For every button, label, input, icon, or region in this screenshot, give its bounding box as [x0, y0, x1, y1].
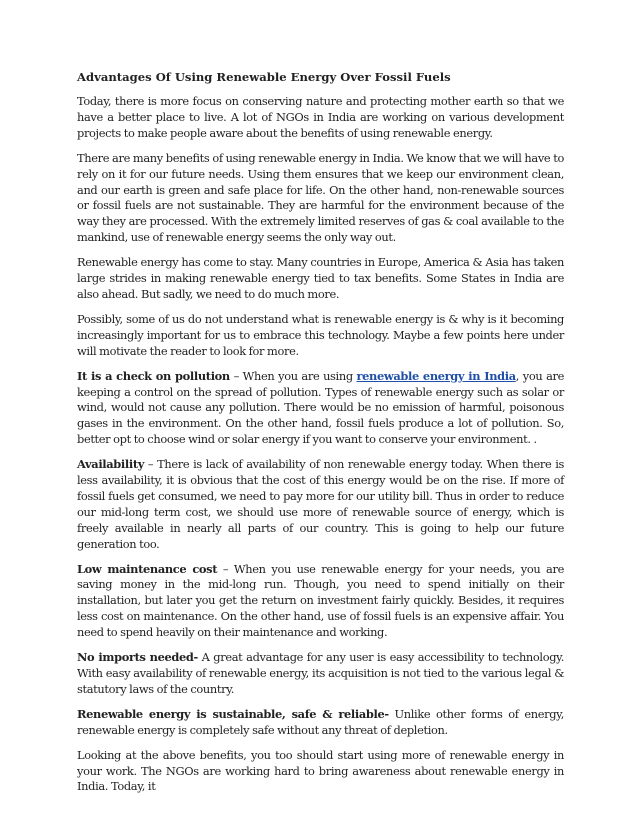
heading-imports: No imports needed- — [77, 650, 198, 665]
paragraph-sustainable — [77, 707, 564, 739]
heading-maintenance: Low maintenance cost — [77, 561, 218, 576]
pollution-text-post: , you are keeping a control on the spread of pollution. Types of renewable energy such as solar or wind, would not cause any pollution. There would be no emission of harmful, poisonous gases in the environment. On the other hand, fossil fuels produce a lot of pollution. So, better opt to choose wind or solar energy if you want to conserve your environment. . — [77, 368, 565, 447]
pollution-text-pre: – When you are using — [229, 368, 357, 383]
paragraph-looking: Looking at the above benefits, you too should start using more of renewable energy in your work. The NGOs are working hard to bring awareness about renewable energy in India. Today, it — [77, 747, 564, 794]
heading-sustainable: Renewable energy is sustainable, safe & reliable- — [77, 706, 389, 721]
heading-pollution: It is a check on pollution — [77, 368, 230, 383]
heading-availability: Availability — [77, 457, 145, 472]
paragraph-imports — [77, 650, 564, 698]
maintenance-text: – When you use renewable energy for your needs, you are saving money in the mid-long run. Though, you need to spend initially on their installation, but later you get the return on investment fairly quickly. Besides, it requires less cost on maintenance. On the other hand, use of fossil fuels is an expensive affair. You need to spend heavily on their maintenance and working. — [77, 561, 564, 640]
imports-text: A great advantage for any user is easy accessibility to technology. With easy availability of renewable energy, its acquisition is not tied to the various legal & statutory laws of the country. — [77, 650, 565, 696]
paragraph-come-to-stay: Renewable energy has come to stay. Many countries in Europe, America & Asia has taken large strides in making renewable energy tied to tax benefits. Some States in India are also ahead. But sadly, we need to do much more. — [77, 255, 564, 301]
paragraph-pollution — [77, 369, 564, 449]
sustainable-text: Unlike other forms of energy, renewable energy is completely safe without any threat of depletion. — [77, 706, 564, 737]
paragraph-benefits: There are many benefits of using renewable energy in India. We know that we will have to rely on it for our future needs. Using them ensures that we keep our environment clean, and our earth is green and safe place for life. On the other hand, non-renewable sources or fossil fuels are not sustainable. They are harmful for the environment because of the way they are processed. With the extremely limited reserves of gas & coal available to the mankind, use of renewable energy seems the only way out. — [77, 150, 564, 245]
renewable-energy-link[interactable]: renewable energy in India — [356, 368, 516, 383]
paragraph-intro: Today, there is more focus on conserving nature and protecting mother earth so that we have a better place to live. A lot of NGOs in India are working on various development projects to make people aware about the benefits of using renewable energy. — [77, 94, 564, 140]
paragraph-availability — [77, 457, 564, 552]
paragraph-understand: Possibly, some of us do not understand what is renewable energy is & why is it becoming increasingly important for us to embrace this technology. Maybe a few points here under will motivate the reader to look for more. — [77, 311, 564, 358]
document-title: Advantages Of Using Renewable Energy Over Fossil Fuels — [77, 70, 451, 84]
paragraph-maintenance — [77, 562, 564, 642]
availability-text: – There is lack of availability of non renewable energy today. When there is less availability, it is obvious that the cost of this energy would be on the rise. If more of fossil fuels get consumed, we need to pay more for our utility bill. Thus in order to reduce our mid-long term cost, we should use more of renewable source of energy, which is freely available in nearly all parts of our country. This is going to help our future generation too. — [77, 457, 564, 551]
